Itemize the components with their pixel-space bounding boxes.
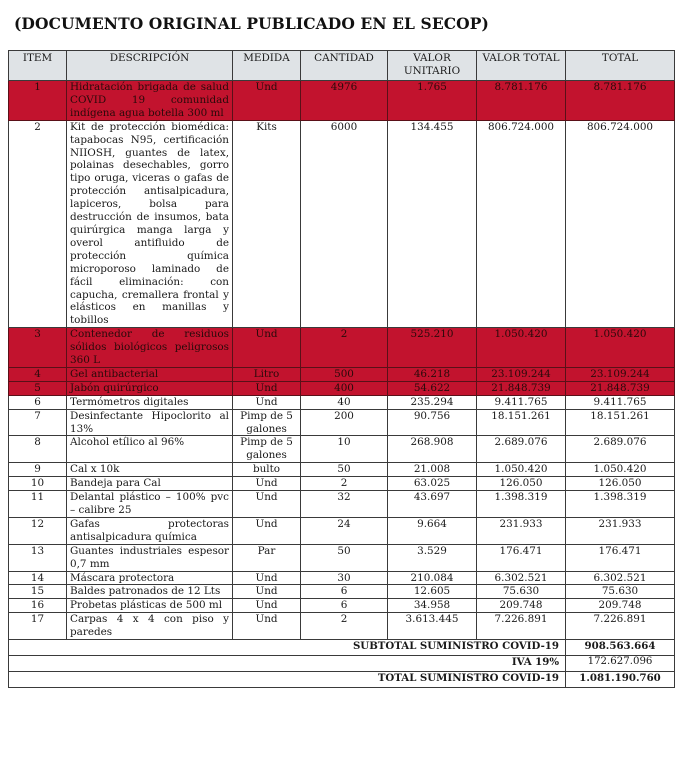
- item-unit-price: 268.908: [388, 436, 477, 463]
- item-unit: Und: [233, 517, 301, 544]
- table-row: [9, 477, 675, 491]
- item-description: Gafas protectoras antisalpicadura química: [67, 517, 233, 544]
- table-row: [9, 381, 675, 395]
- item-number: 1: [9, 81, 67, 121]
- item-unit: Par: [233, 544, 301, 571]
- item-quantity: 4976: [301, 81, 388, 121]
- item-unit-price: 3.613.445: [388, 613, 477, 640]
- item-quantity: 400: [301, 381, 388, 395]
- item-description: Guantes industriales espesor 0,7 mm: [67, 544, 233, 571]
- table-row: [9, 463, 675, 477]
- iva-row: [9, 656, 675, 672]
- table-row: [9, 395, 675, 409]
- item-subtotal: 126.050: [477, 477, 566, 491]
- item-total: 2.689.076: [566, 436, 675, 463]
- item-description: Cal x 10k: [67, 463, 233, 477]
- item-quantity: 2: [301, 477, 388, 491]
- item-total: 9.411.765: [566, 395, 675, 409]
- item-unit: Kits: [233, 120, 301, 328]
- item-description: Kit de protección biomédica: tapabocas N95, certificación NIIOSH, guantes de latex, polainas desechables, gorro tipo oruga, viceras o gafas de protección antisalpicadura, lapiceros, bolsa para destrucción de insumos, bata quirúrgica manga larga y overol antifluido de protección química microporoso laminado de fácil eliminación: con capucha, cremallera frontal y elásticos en manillas y tobillos: [67, 120, 233, 328]
- table-row: [9, 599, 675, 613]
- header-valor-total: VALOR TOTAL: [477, 51, 566, 81]
- item-subtotal: 75.630: [477, 585, 566, 599]
- item-description: Termómetros digitales: [67, 395, 233, 409]
- item-quantity: 10: [301, 436, 388, 463]
- item-unit: Und: [233, 585, 301, 599]
- item-unit: Und: [233, 328, 301, 368]
- item-unit: Litro: [233, 367, 301, 381]
- item-total: 1.050.420: [566, 328, 675, 368]
- item-number: 9: [9, 463, 67, 477]
- item-quantity: 2: [301, 613, 388, 640]
- item-unit: Und: [233, 81, 301, 121]
- item-subtotal: 21.848.739: [477, 381, 566, 395]
- item-subtotal: 18.151.261: [477, 409, 566, 436]
- item-subtotal: 6.302.521: [477, 571, 566, 585]
- item-total: 23.109.244: [566, 367, 675, 381]
- item-description: Baldes patronados de 12 Lts: [67, 585, 233, 599]
- item-unit: Und: [233, 381, 301, 395]
- item-subtotal: 9.411.765: [477, 395, 566, 409]
- header-total: TOTAL: [566, 51, 675, 81]
- item-description: Gel antibacterial: [67, 367, 233, 381]
- item-unit: Und: [233, 395, 301, 409]
- item-number: 10: [9, 477, 67, 491]
- item-unit-price: 210.084: [388, 571, 477, 585]
- item-number: 6: [9, 395, 67, 409]
- item-description: Hidratación brigada de salud COVID 19 comunidad indígena agua botella 300 ml: [67, 81, 233, 121]
- item-total: 1.398.319: [566, 491, 675, 518]
- table-row: [9, 491, 675, 518]
- item-subtotal: 1.050.420: [477, 328, 566, 368]
- item-subtotal: 209.748: [477, 599, 566, 613]
- item-unit: Und: [233, 477, 301, 491]
- item-description: Máscara protectora: [67, 571, 233, 585]
- item-unit: Pimp de 5 galones: [233, 409, 301, 436]
- item-quantity: 40: [301, 395, 388, 409]
- item-quantity: 500: [301, 367, 388, 381]
- item-unit-price: 63.025: [388, 477, 477, 491]
- item-number: 12: [9, 517, 67, 544]
- item-total: 806.724.000: [566, 120, 675, 328]
- item-subtotal: 806.724.000: [477, 120, 566, 328]
- table-row: [9, 571, 675, 585]
- subtotal-value: 908.563.664: [566, 640, 675, 656]
- item-unit-price: 235.294: [388, 395, 477, 409]
- item-number: 4: [9, 367, 67, 381]
- item-subtotal: 1.050.420: [477, 463, 566, 477]
- item-unit-price: 525.210: [388, 328, 477, 368]
- header-valor-unitario: VALOR UNITARIO: [388, 51, 477, 81]
- item-subtotal: 7.226.891: [477, 613, 566, 640]
- iva-label: IVA 19%: [9, 656, 566, 672]
- header-descripcion: DESCRIPCIÓN: [67, 51, 233, 81]
- item-number: 7: [9, 409, 67, 436]
- item-total: 176.471: [566, 544, 675, 571]
- table-row: [9, 328, 675, 368]
- header-medida: MEDIDA: [233, 51, 301, 81]
- table-row: [9, 544, 675, 571]
- header-cantidad: CANTIDAD: [301, 51, 388, 81]
- item-unit-price: 21.008: [388, 463, 477, 477]
- table-row: [9, 120, 675, 328]
- item-subtotal: 1.398.319: [477, 491, 566, 518]
- item-quantity: 6000: [301, 120, 388, 328]
- item-number: 5: [9, 381, 67, 395]
- item-description: Delantal plástico – 100% pvc – calibre 25: [67, 491, 233, 518]
- item-quantity: 50: [301, 463, 388, 477]
- total-label: TOTAL SUMINISTRO COVID-19: [9, 672, 566, 688]
- item-description: Desinfectante Hipoclorito al 13%: [67, 409, 233, 436]
- item-unit: Und: [233, 613, 301, 640]
- document-title: (DOCUMENTO ORIGINAL PUBLICADO EN EL SECOP): [14, 14, 489, 33]
- item-quantity: 32: [301, 491, 388, 518]
- item-unit-price: 1.765: [388, 81, 477, 121]
- item-number: 8: [9, 436, 67, 463]
- item-description: Alcohol etílico al 96%: [67, 436, 233, 463]
- item-number: 15: [9, 585, 67, 599]
- total-row: [9, 672, 675, 688]
- item-total: 75.630: [566, 585, 675, 599]
- item-subtotal: 8.781.176: [477, 81, 566, 121]
- item-number: 11: [9, 491, 67, 518]
- item-number: 17: [9, 613, 67, 640]
- item-total: 1.050.420: [566, 463, 675, 477]
- item-number: 14: [9, 571, 67, 585]
- item-quantity: 2: [301, 328, 388, 368]
- item-unit: Pimp de 5 galones: [233, 436, 301, 463]
- item-number: 13: [9, 544, 67, 571]
- item-number: 16: [9, 599, 67, 613]
- item-total: 209.748: [566, 599, 675, 613]
- subtotal-row: [9, 640, 675, 656]
- item-unit-price: 43.697: [388, 491, 477, 518]
- item-total: 18.151.261: [566, 409, 675, 436]
- item-description: Carpas 4 x 4 con piso y paredes: [67, 613, 233, 640]
- item-unit: Und: [233, 599, 301, 613]
- item-unit: bulto: [233, 463, 301, 477]
- total-value: 1.081.190.760: [566, 672, 675, 688]
- iva-value: 172.627.096: [566, 656, 675, 672]
- item-subtotal: 2.689.076: [477, 436, 566, 463]
- item-quantity: 50: [301, 544, 388, 571]
- item-total: 231.933: [566, 517, 675, 544]
- item-unit: Und: [233, 491, 301, 518]
- item-unit-price: 9.664: [388, 517, 477, 544]
- item-quantity: 30: [301, 571, 388, 585]
- item-quantity: 6: [301, 585, 388, 599]
- table-row: [9, 436, 675, 463]
- item-total: 6.302.521: [566, 571, 675, 585]
- item-unit-price: 134.455: [388, 120, 477, 328]
- table-row: [9, 367, 675, 381]
- table-row: [9, 585, 675, 599]
- item-total: 8.781.176: [566, 81, 675, 121]
- item-total: 7.226.891: [566, 613, 675, 640]
- table-row: [9, 81, 675, 121]
- item-number: 3: [9, 328, 67, 368]
- item-total: 21.848.739: [566, 381, 675, 395]
- table-row: [9, 613, 675, 640]
- item-unit-price: 46.218: [388, 367, 477, 381]
- item-unit-price: 90.756: [388, 409, 477, 436]
- item-description: Jabón quirúrgico: [67, 381, 233, 395]
- item-unit-price: 54.622: [388, 381, 477, 395]
- item-description: Probetas plásticas de 500 ml: [67, 599, 233, 613]
- subtotal-label: SUBTOTAL SUMINISTRO COVID-19: [9, 640, 566, 656]
- table-row: [9, 517, 675, 544]
- item-unit-price: 12.605: [388, 585, 477, 599]
- item-total: 126.050: [566, 477, 675, 491]
- item-number: 2: [9, 120, 67, 328]
- item-quantity: 6: [301, 599, 388, 613]
- item-unit-price: 3.529: [388, 544, 477, 571]
- table-row: [9, 409, 675, 436]
- item-quantity: 24: [301, 517, 388, 544]
- item-unit: Und: [233, 571, 301, 585]
- header-item: ITEM: [9, 51, 67, 81]
- item-description: Bandeja para Cal: [67, 477, 233, 491]
- item-description: Contenedor de residuos sólidos biológicos peligrosos 360 L: [67, 328, 233, 368]
- supply-items-table: [8, 50, 675, 688]
- item-subtotal: 231.933: [477, 517, 566, 544]
- item-subtotal: 23.109.244: [477, 367, 566, 381]
- item-quantity: 200: [301, 409, 388, 436]
- item-unit-price: 34.958: [388, 599, 477, 613]
- item-subtotal: 176.471: [477, 544, 566, 571]
- table-header-row: [9, 51, 675, 81]
